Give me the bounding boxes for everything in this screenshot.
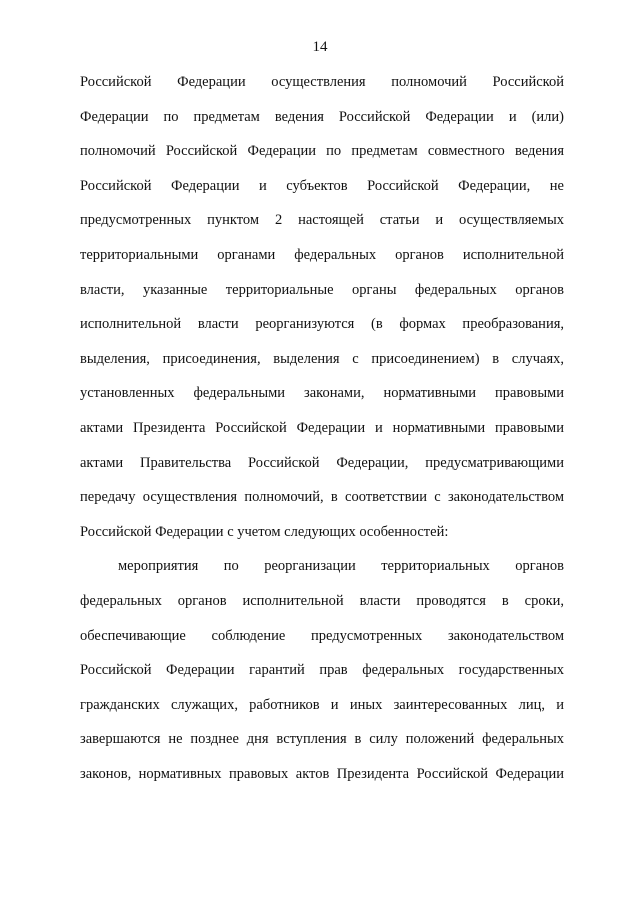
- text-line: территориальными органами федеральных органов исполнительной: [80, 246, 564, 263]
- text-line: законов, нормативных правовых актов Президента Российской Федерации: [80, 765, 564, 782]
- text-line: выделения, присоединения, выделения с присоединением) в случаях,: [80, 350, 564, 367]
- text-line: актами Президента Российской Федерации и нормативными правовыми: [80, 419, 564, 436]
- text-line: передачу осуществления полномочий, в соответствии с законодательством: [80, 489, 564, 506]
- text-line: Российской Федерации и субъектов Российской Федерации, не: [80, 177, 564, 194]
- text-line: гражданских служащих, работников и иных заинтересованных лиц, и: [80, 696, 564, 713]
- page-number: 14: [312, 39, 328, 55]
- text-line: мероприятия по реорганизации территориальных органов: [118, 558, 564, 575]
- text-line: Российской Федерации осуществления полномочий Российской: [80, 74, 564, 90]
- paragraph-2: [80, 556, 564, 798]
- text-line: власти, указанные территориальные органы федеральных органов: [80, 281, 564, 298]
- text-line: обеспечивающие соблюдение предусмотренных законодательством: [80, 627, 564, 644]
- text-line: Федерации по предметам ведения Российской Федерации и (или): [80, 108, 564, 125]
- text-line: исполнительной власти реорганизуются (в формах преобразования,: [80, 316, 564, 333]
- text-line: завершаются не позднее дня вступления в силу положений федеральных: [80, 731, 564, 748]
- document-body: [80, 72, 564, 798]
- paragraph-1: [80, 72, 564, 556]
- text-line: предусмотренных пунктом 2 настоящей статьи и осуществляемых: [80, 212, 564, 229]
- text-line: Российской Федерации с учетом следующих особенностей:: [80, 523, 449, 540]
- text-line: полномочий Российской Федерации по предметам совместного ведения: [80, 143, 564, 160]
- text-line: установленных федеральными законами, нормативными правовыми: [80, 385, 564, 402]
- text-line: федеральных органов исполнительной власти проводятся в сроки,: [80, 592, 564, 609]
- text-line: Российской Федерации гарантий прав федеральных государственных: [80, 662, 564, 679]
- text-line: актами Правительства Российской Федерации, предусматривающими: [80, 454, 564, 471]
